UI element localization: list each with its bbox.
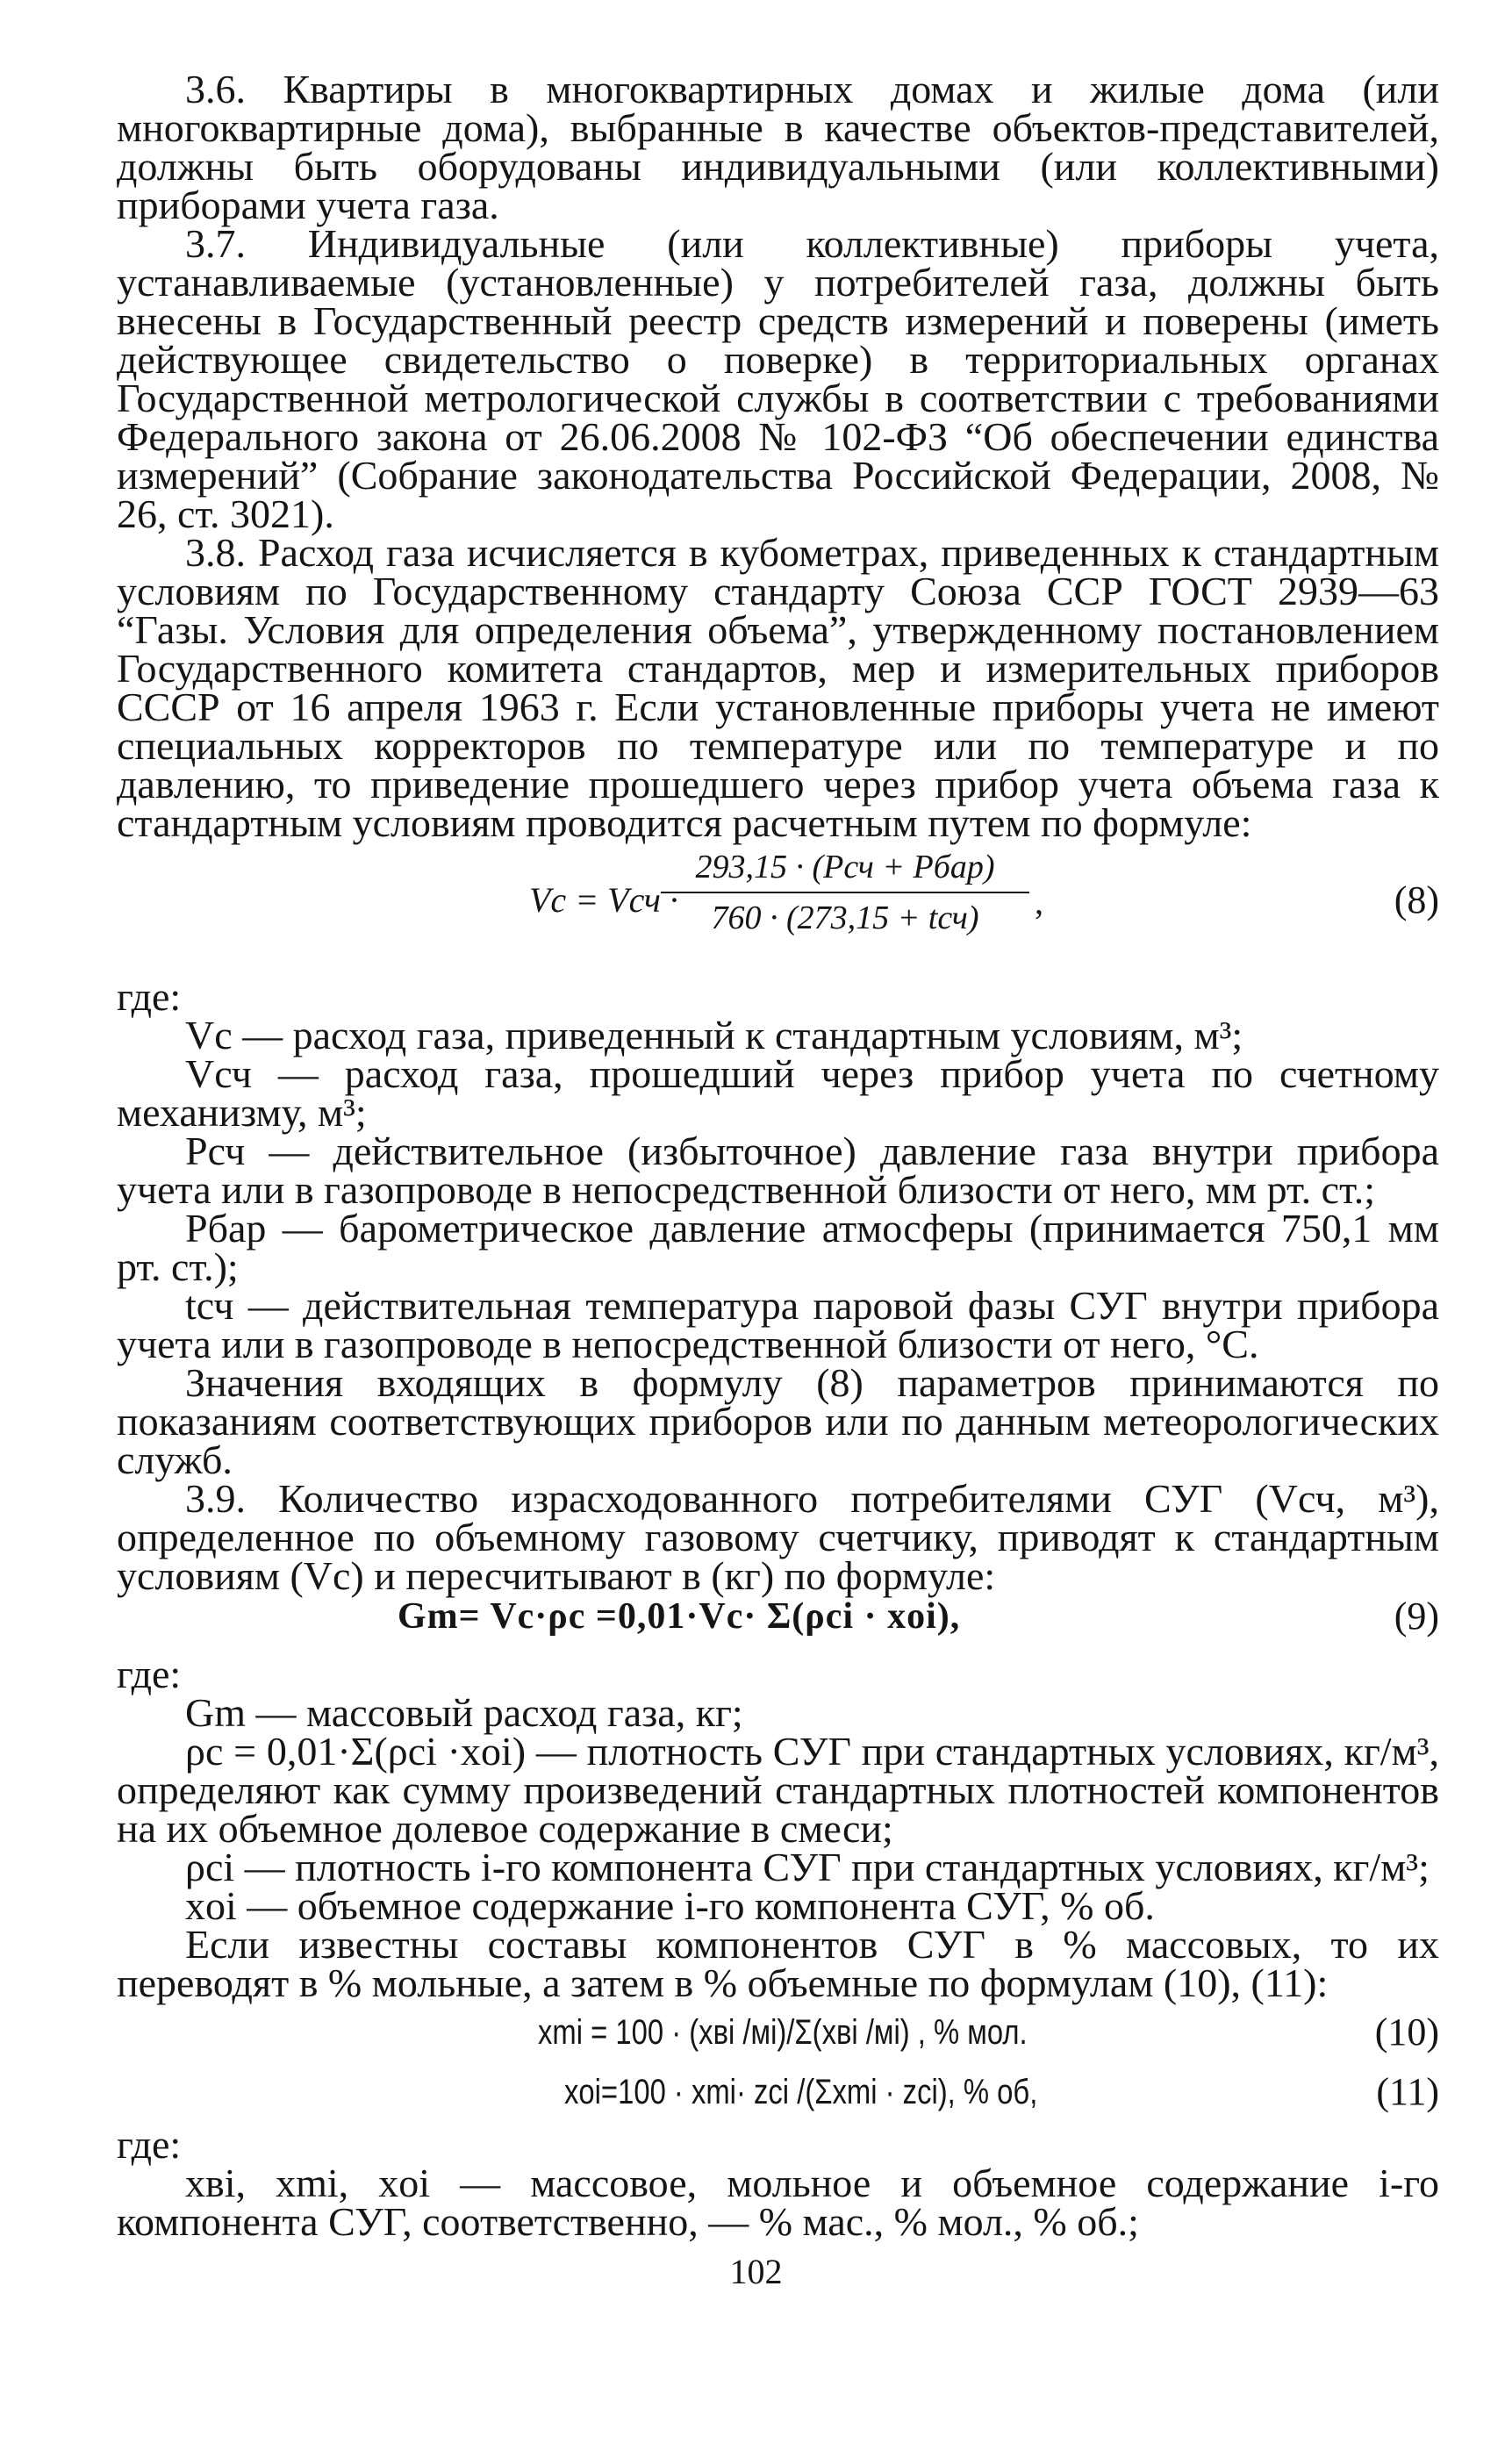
paragraph-3-7: 3.7. Индивидуальные (или коллективные) приборы учета, устанавливаемые (установленные) у потребителей газа, должны быть внесены в Государственный реестр средств измерений и поверены (иметь действующее свидетельство о поверке) в территориальных органах Государственной метрологической службы в соответствии с требованиями Федерального закона от 26.06.2008 № 102-ФЗ “Об обеспечении единства измерений” (Собрание законодательства Российской Федерации, 2008, № 26, ст. 3021). [117,221,1439,536]
formula-11-body: xoi=100 · xmi· zci /(Σxmi · zci), % об, [564,2073,1038,2111]
formula-8-fraction [661,848,1029,937]
where-label-3: где: [117,2122,182,2167]
values-note: Значения входящих в формулу (8) параметров принимаются по показаниям соответствующих приборов или по данным метеорологических служб. [117,1360,1439,1482]
definition-tsch: tсч — действительная температура паровой фазы СУГ внутри прибора учета или в газопроводе в непосредственной близости от него, °С. [117,1283,1439,1366]
formula-10-body: xmi = 100 · (xвi /мi)/Σ(xвi /мi) , % мол. [538,2013,1028,2052]
formula-10-number: (10) [1374,2010,1439,2053]
page-number: 102 [729,2252,783,2291]
definition-rho-ci: ρci — плотность i-го компонента СУГ при стандартных условиях, кг/м³; [185,1845,1430,1889]
formula-11 [117,2068,1439,2122]
definition-gm: Gm — массовый расход газа, кг; [185,1690,743,1735]
formula-8-denominator: 760 · (273,15 + tсч) [711,899,979,936]
formula-8-lhs: Vс = Vсч · [529,880,678,920]
formula-9 [117,1597,1439,1648]
paragraph-3-8: 3.8. Расход газа исчисляется в кубометрах, приведенных к стандартным условиям по Государственному стандарту Союза ССР ГОСТ 2939—63 “Газы. Условия для определения объема”, утвержденному постановлением Государственного комитета стандартов, мер и измерительных приборов СССР от 16 апреля 1963 г. Если установленные приборы учета не имеют специальных корректоров по температуре или по температуре и по давлению, то приведение прошедшего через прибор учета объема газа к стандартным условиям проводится расчетным путем по формуле: [117,530,1439,845]
definition-vc: Vс — расход газа, приведенный к стандартным условиям, м³; [185,1013,1243,1057]
definition-vsch: Vсч — расход газа, прошедший через прибор учета по счетному механизму, м³; [117,1051,1439,1135]
where-label-2: где: [117,1652,182,1696]
definition-x-contents: xвi, xmi, xoi — массовое, мольное и объемное содержание i-го компонента СУГ, соответственно, — % мас., % мол., % об.; [117,2161,1439,2244]
formula-8 [117,848,1439,971]
formula-9-number: (9) [1394,1595,1439,1638]
definition-rho-c: ρс = 0,01·Σ(ρci ·xoi) — плотность СУГ при стандартных условиях, кг/м³, определяют как сумму произведений стандартных плотностей компонентов на их объемное долевое содержание в смеси; [117,1729,1439,1851]
formula-8-numerator: 293,15 · (Рсч + Рбар) [661,848,1029,893]
formula-10 [117,2008,1439,2062]
formula-11-number: (11) [1376,2070,1439,2113]
definition-pbar: Рбар — барометрическое давление атмосферы (принимается 750,1 мм рт. ст.); [117,1206,1439,1289]
where-label-1: где: [117,974,182,1019]
paragraph-3-6: 3.6. Квартиры в многоквартирных домах и жилые дома (или многоквартирные дома), выбранные в качестве объектов-представителей, должны быть оборудованы индивидуальными (или коллективными) приборами учета газа. [117,67,1439,227]
document-body [117,67,1439,2244]
formula-8-number: (8) [1394,878,1439,921]
definition-psch: Рсч — действительное (избыточное) давление газа внутри прибора учета или в газопроводе в непосредственной близости от него, мм рт. ст.; [117,1129,1439,1212]
formula-9-body: Gm= Vс·ρс =0,01·Vс· Σ(ρci · xoi), [398,1596,961,1637]
mass-composition-note: Если известны составы компонентов СУГ в % массовых, то их переводят в % мольные, а затем в % объемные по формулам (10), (11): [117,1922,1439,2005]
paragraph-3-9: 3.9. Количество израсходованного потребителями СУГ (Vсч, м³), определенное по объемному газовому счетчику, приводят к стандартным условиям (Vс) и пересчитывают в (кг) по формуле: [117,1476,1439,1598]
formula-8-comma: , [1035,882,1043,921]
definition-xoi: xoi — объемное содержание i-го компонента СУГ, % об. [185,1883,1155,1928]
